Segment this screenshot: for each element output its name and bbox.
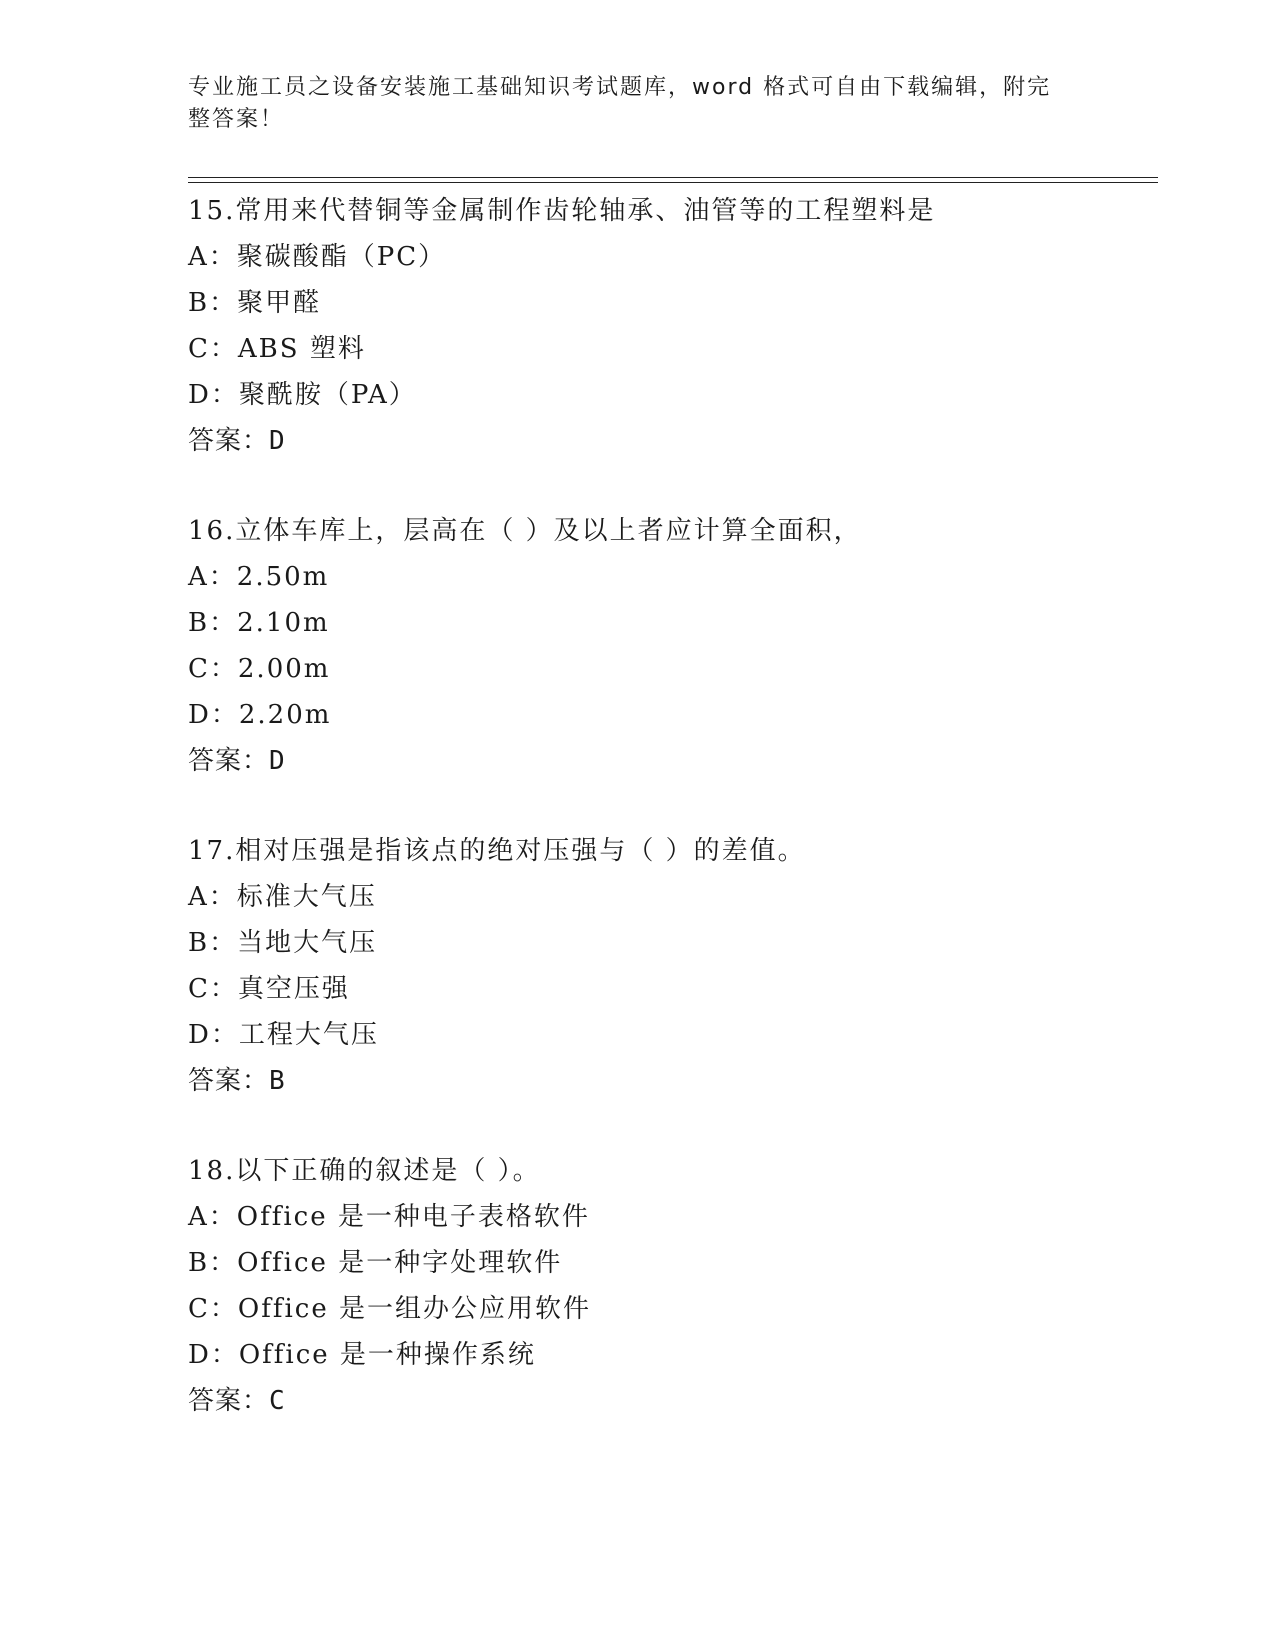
option-d: D：聚酰胺（PA） — [188, 380, 417, 410]
option-c: C：Office 是一组办公应用软件 — [188, 1294, 591, 1324]
answer-value: D — [269, 746, 286, 776]
option-a: A：聚碳酸酯（PC） — [188, 242, 447, 272]
option-b: B：Office 是一种字处理软件 — [188, 1248, 563, 1278]
option-b: B：2.10m — [188, 608, 330, 638]
question-title: 17.相对压强是指该点的绝对压强与（ ）的差值。 — [188, 836, 806, 866]
question-title: 15.常用来代替铜等金属制作齿轮轴承、油管等的工程塑料是 — [188, 196, 936, 226]
answer-label: 答案： — [188, 1066, 270, 1096]
option-a: A：2.50m — [188, 562, 330, 592]
question-block — [188, 828, 1148, 1104]
answer-line — [188, 738, 1148, 784]
question-block — [188, 508, 1148, 784]
option-c: C：2.00m — [188, 654, 331, 684]
answer-value: B — [269, 1066, 286, 1096]
answer-label: 答案： — [188, 1386, 270, 1416]
option-b: B：当地大气压 — [188, 928, 378, 958]
option-d: D：工程大气压 — [188, 1020, 379, 1050]
header-divider-top — [188, 177, 1158, 178]
option-a: A：Office 是一种电子表格软件 — [188, 1202, 590, 1232]
answer-value: D — [269, 426, 286, 456]
answer-value: C — [269, 1386, 286, 1416]
question-title: 16.立体车库上，层高在（ ）及以上者应计算全面积， — [188, 516, 862, 546]
option-d: D：2.20m — [188, 700, 332, 730]
answer-label: 答案： — [188, 426, 270, 456]
answer-line — [188, 1378, 1148, 1424]
option-a: A：标准大气压 — [188, 882, 377, 912]
answer-line — [188, 1058, 1148, 1104]
question-block — [188, 188, 1148, 464]
question-block — [188, 1148, 1148, 1424]
header-divider-bottom — [188, 182, 1158, 183]
answer-line — [188, 418, 1148, 464]
answer-label: 答案： — [188, 746, 270, 776]
option-b: B：聚甲醛 — [188, 288, 322, 318]
document-header: 专业施工员之设备安装施工基础知识考试题库，word 格式可自由下载编辑，附完整答案！ — [188, 75, 1052, 132]
option-c: C：ABS 塑料 — [188, 334, 366, 364]
option-c: C：真空压强 — [188, 974, 350, 1004]
option-d: D：Office 是一种操作系统 — [188, 1340, 536, 1370]
question-title: 18.以下正确的叙述是（ ）。 — [188, 1156, 541, 1186]
